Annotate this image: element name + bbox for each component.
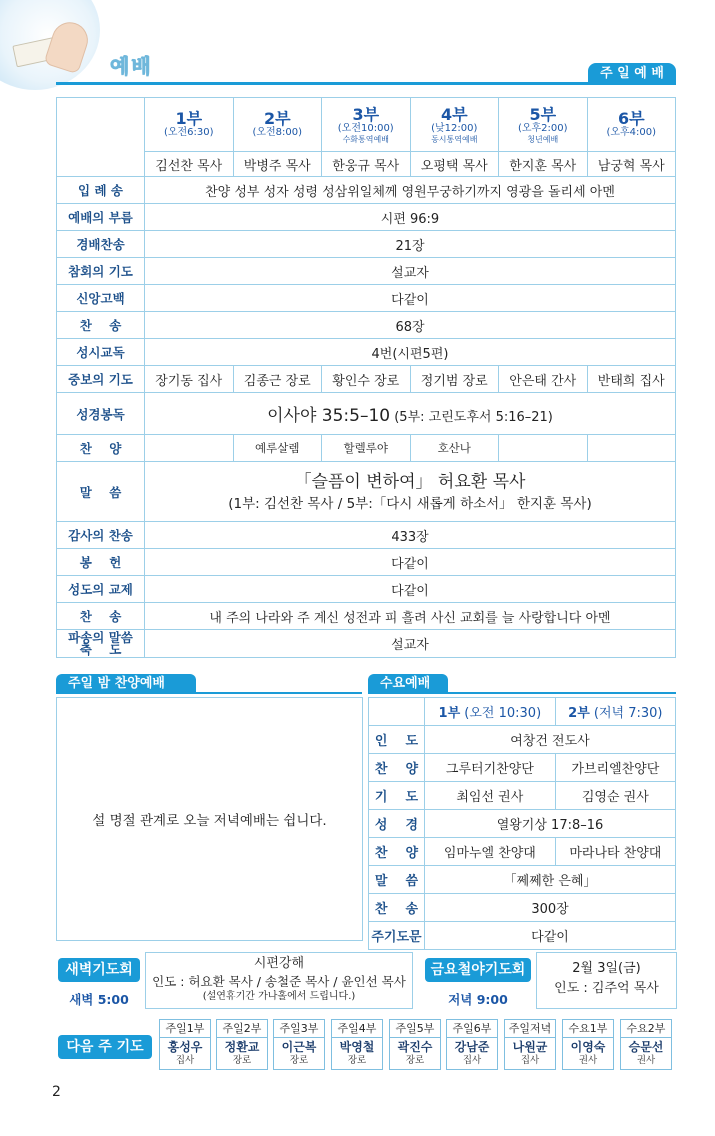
page-number: 2 (52, 1084, 61, 1100)
row-label-line2: 축 도 (79, 641, 122, 657)
row-label: 봉 헌 (57, 549, 145, 576)
row-label: 찬 송 (57, 312, 145, 339)
intercessor-cell: 김종근 장로 (233, 366, 322, 393)
choir-cell (499, 435, 588, 462)
row-value: 최임선 권사 (425, 782, 556, 810)
row-label: 신앙고백 (57, 285, 145, 312)
next-week-item: 주일6부 강남준 집사 (446, 1019, 498, 1070)
row-label: 경배찬송 (57, 231, 145, 258)
dawn-line2: 인도 : 허요환 목사 / 송철준 목사 / 윤인선 목사 (152, 974, 406, 989)
row-label: 중보의 기도 (57, 366, 145, 393)
row-label: 찬 양 (369, 838, 425, 866)
wednesday-table (368, 697, 676, 950)
next-week-item: 주일저녁 나원균 집사 (504, 1019, 556, 1070)
row-label: 참회의 기도 (57, 258, 145, 285)
row-value: 설교자 (145, 630, 676, 658)
row-value: 다같이 (145, 576, 676, 603)
service-header-1: 1부 (오전6:30) (145, 98, 234, 152)
service-header-2: 2부 (오전8:00) (233, 98, 322, 152)
next-week-item: 수요2부 승문선 권사 (620, 1019, 672, 1070)
row-label (57, 630, 145, 658)
next-week-prayer-badge: 다음 주 기도 (58, 1035, 152, 1059)
row-label: 감사의 찬송 (57, 522, 145, 549)
page-title: 예배 (110, 54, 153, 78)
pastor-cell: 김선찬 목사 (145, 152, 234, 177)
row-value: 마라나타 찬양대 (555, 838, 675, 866)
pastor-cell: 남궁혁 목사 (587, 152, 676, 177)
row-value: 여창건 전도사 (425, 726, 676, 754)
service-header-6: 6부 (오후4:00) (587, 98, 676, 152)
row-label: 성경봉독 (57, 393, 145, 435)
row-label: 말 씀 (57, 462, 145, 522)
row-value: 임마누엘 찬양대 (425, 838, 556, 866)
intercessor-cell: 반태희 집사 (587, 366, 676, 393)
pastor-cell: 오평택 목사 (410, 152, 499, 177)
next-week-item: 주일3부 이근복 장로 (273, 1019, 325, 1070)
row-label: 주기도문 (369, 922, 425, 950)
friday-prayer-badge: 금요철야기도회 (425, 958, 531, 982)
dawn-prayer-badge: 새벽기도회 (58, 958, 140, 982)
row-value: 찬양 성부 성자 성령 성삼위일체께 영원무궁하기까지 영광을 돌리세 아멘 (145, 177, 676, 204)
intercessor-cell: 황인수 장로 (322, 366, 411, 393)
row-label: 입 례 송 (57, 177, 145, 204)
sunday-night-tab: 주일 밤 찬양예배 (56, 674, 196, 693)
service-header-3: 3부 (오전10:00) 수화통역예배 (322, 98, 411, 152)
row-label: 찬 양 (57, 435, 145, 462)
pastor-cell: 한지훈 목사 (499, 152, 588, 177)
row-label: 성시교독 (57, 339, 145, 366)
choir-cell (145, 435, 234, 462)
pastor-cell: 박병주 목사 (233, 152, 322, 177)
dawn-prayer-time: 새벽 5:00 (69, 992, 129, 1007)
row-value: 다같이 (425, 922, 676, 950)
dawn-line1: 시편강해 (253, 956, 305, 971)
intercessor-cell: 안은태 간사 (499, 366, 588, 393)
friday-prayer-box (536, 952, 677, 1009)
corner-cell (57, 98, 145, 177)
sunday-night-box (56, 697, 363, 941)
dawn-prayer-box (145, 952, 413, 1009)
sermon-note: (1부: 김선찬 목사 / 5부:「다시 새롭게 하소서」 한지훈 목사) (228, 495, 592, 512)
row-value: 다같이 (145, 285, 676, 312)
pastor-cell: 한웅규 목사 (322, 152, 411, 177)
service-header-4: 4부 (낮12:00) 동시통역예배 (410, 98, 499, 152)
row-label: 찬 송 (57, 603, 145, 630)
intercessor-cell: 정기범 장로 (410, 366, 499, 393)
choir-cell (587, 435, 676, 462)
intercessor-cell: 장기동 집사 (145, 366, 234, 393)
corner-cell (369, 698, 425, 726)
wednesday-tab: 수요예배 (368, 674, 448, 693)
row-label: 말 씀 (369, 866, 425, 894)
sunday-worship-tab: 주 일 예 배 (588, 63, 676, 85)
friday-line2: 인도 : 김주억 목사 (554, 981, 659, 996)
row-value: 설교자 (145, 258, 676, 285)
row-label: 찬 송 (369, 894, 425, 922)
row-value: 「쩨쩨한 은혜」 (425, 866, 676, 894)
row-value: 21장 (145, 231, 676, 258)
sunday-worship-table (56, 97, 676, 658)
sermon-cell (145, 462, 676, 522)
sermon-title: 「슬픔이 변하여」 허요환 목사 (294, 471, 526, 492)
row-value: 내 주의 나라와 주 계신 성전과 피 흘려 사신 교회를 늘 사랑합니다 아멘 (145, 603, 676, 630)
scripture-extra: (5부: 고린도후서 5:16–21) (394, 410, 553, 425)
friday-prayer-time: 저녁 9:00 (448, 992, 508, 1007)
header-divider (56, 82, 676, 85)
choir-cell: 할렐루야 (322, 435, 411, 462)
wed-header-2: 2부 (저녁 7:30) (555, 698, 675, 726)
next-week-item: 주일4부 박영철 장로 (331, 1019, 383, 1070)
row-value: 다같이 (145, 549, 676, 576)
friday-line1: 2월 3일(금) (572, 961, 641, 976)
row-label: 예배의 부름 (57, 204, 145, 231)
row-label: 성도의 교제 (57, 576, 145, 603)
row-value: 그루터기찬양단 (425, 754, 556, 782)
row-value: 68장 (145, 312, 676, 339)
row-label: 성 경 (369, 810, 425, 838)
scripture-reading (145, 393, 676, 435)
wed-header-1: 1부 (오전 10:30) (425, 698, 556, 726)
row-value: 시편 96:9 (145, 204, 676, 231)
row-value: 김영순 권사 (555, 782, 675, 810)
wednesday-divider (368, 692, 676, 694)
scripture-main: 이사야 35:5–10 (267, 406, 391, 426)
row-label: 찬 양 (369, 754, 425, 782)
row-value: 433장 (145, 522, 676, 549)
next-week-item: 주일2부 정환교 장로 (216, 1019, 268, 1070)
row-value: 가브리엘찬양단 (555, 754, 675, 782)
service-header-5: 5부 (오후2:00) 청년예배 (499, 98, 588, 152)
row-label-line1: 파송의 말씀 (68, 629, 133, 645)
dawn-line3: (설연휴기간 가나홀에서 드립니다.) (202, 991, 356, 1002)
next-week-item: 수요1부 이영숙 권사 (562, 1019, 614, 1070)
row-label: 인 도 (369, 726, 425, 754)
sunday-night-divider (56, 692, 362, 694)
next-week-item: 주일5부 곽진수 장로 (389, 1019, 441, 1070)
choir-cell: 예루살렘 (233, 435, 322, 462)
next-week-item: 주일1부 홍성우 집사 (159, 1019, 211, 1070)
row-value: 300장 (425, 894, 676, 922)
choir-cell: 호산나 (410, 435, 499, 462)
row-value: 열왕기상 17:8–16 (425, 810, 676, 838)
sunday-night-message: 설 명절 관계로 오늘 저녁예배는 쉽니다. (92, 813, 327, 829)
row-label: 기 도 (369, 782, 425, 810)
row-value: 4번(시편5편) (145, 339, 676, 366)
